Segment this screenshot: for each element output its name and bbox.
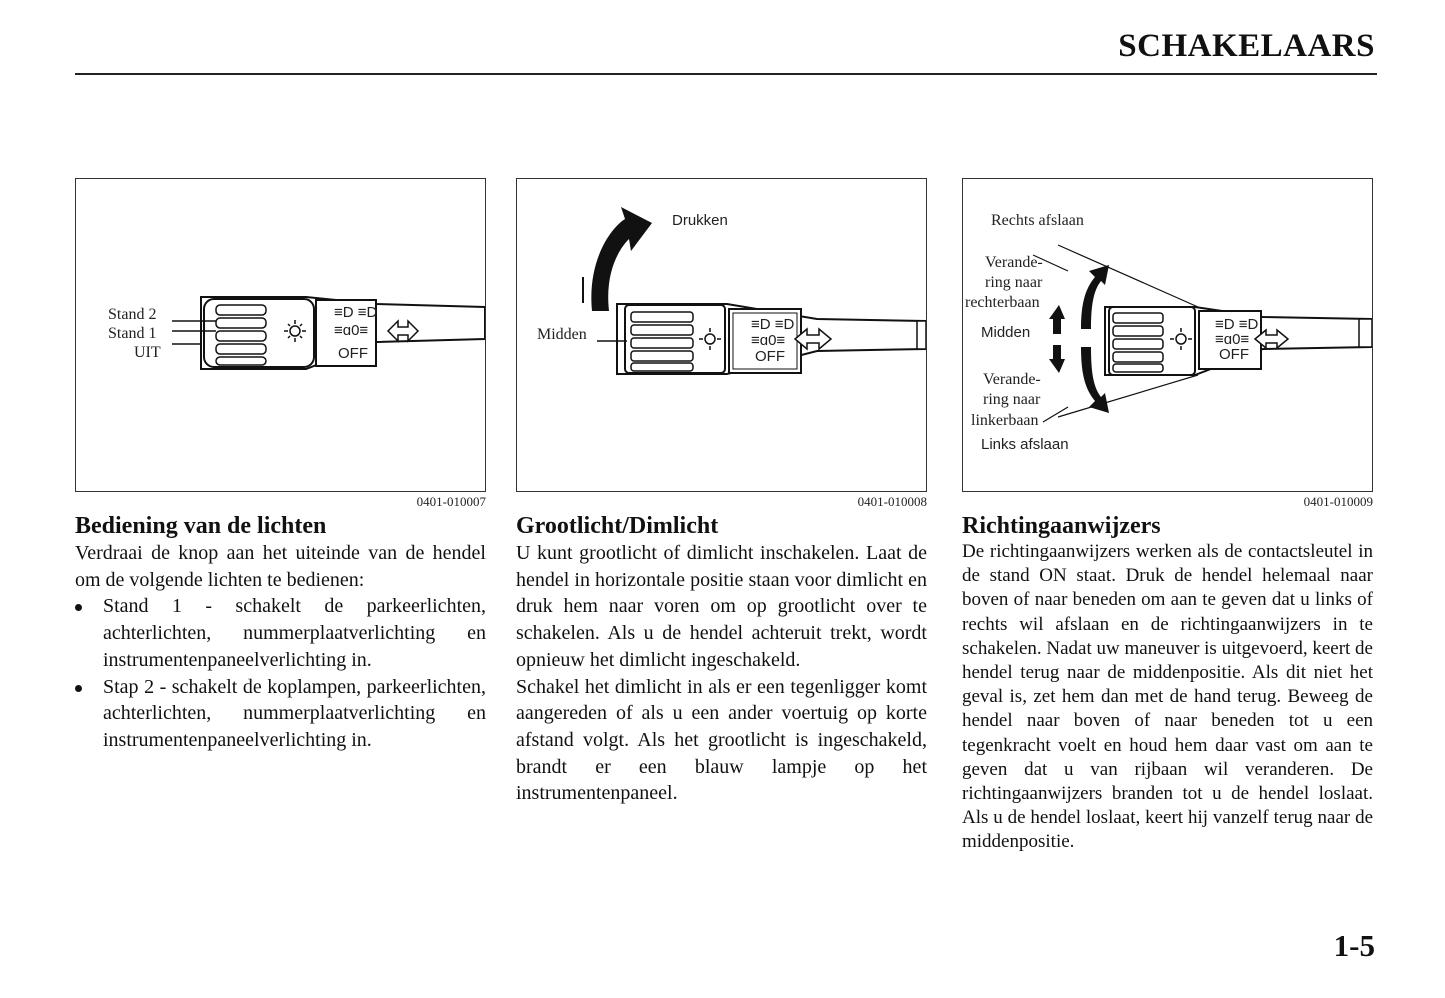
figure-code: 0401-010009 (1303, 494, 1373, 509)
label-verandering-rechts: ring naar (985, 274, 1043, 291)
label-verandering-rechts: rechterbaan (965, 294, 1040, 311)
label-rechts-afslaan: Rechts afslaan (991, 212, 1084, 229)
beam-switch-illustration (517, 179, 926, 491)
figure-light-switch (75, 178, 486, 492)
label-links-afslaan: Links afslaan (981, 436, 1069, 453)
label-midden: Midden (981, 324, 1031, 341)
svg-text:≡D ≡D: ≡D ≡D (751, 316, 795, 333)
light-switch-illustration (76, 179, 485, 491)
header-rule (75, 73, 1377, 75)
bullet-list (75, 593, 486, 753)
label-stand-2: Stand 2 (108, 306, 157, 323)
off-label: OFF (1219, 346, 1249, 363)
label-verandering-links: linkerbaan (971, 412, 1039, 429)
page-number: 1-5 (1333, 928, 1375, 963)
label-midden: Midden (537, 326, 587, 343)
svg-text:≡ɑ0≡: ≡ɑ0≡ (1215, 331, 1250, 348)
svg-text:≡D ≡D: ≡D ≡D (334, 304, 378, 321)
label-uit: UIT (134, 344, 161, 361)
section-paragraph: Schakel het dimlicht in als er een tegenligger komt aangereden of als u een ander voertuig op korte afstand volgt. Als het grootlicht is ingeschakeld, brandt er een blauw lampje op het instrumentenpaneel. (516, 675, 927, 805)
section-paragraph: U kunt grootlicht of dimlicht inschakelen. Laat de hendel in horizontale positie staan voor dimlicht en druk hem naar voren om op grootlicht over te schakelen. Als u de hendel achteruit trekt, wordt opnieuw het dimlicht ingeschakeld. (516, 542, 927, 671)
bullet-icon (75, 604, 82, 611)
figure-beam-switch (516, 178, 927, 492)
section-heading: Richtingaanwijzers (962, 513, 1161, 539)
off-label: OFF (755, 348, 785, 365)
section-heading: Bediening van de lichten (75, 513, 327, 539)
list-item (75, 674, 486, 754)
label-verandering-links: Verande- (983, 371, 1041, 388)
label-stand-1: Stand 1 (108, 325, 157, 342)
section-intro: Verdraai de knop aan het uiteinde van de hendel om de volgende lichten te bedienen: (75, 542, 486, 591)
figure-code: 0401-010007 (416, 494, 486, 509)
label-drukken: Drukken (672, 212, 728, 229)
list-item-text: Stand 1 - schakelt de parkeerlichten, achterlichten, nummerplaatverlichting en instrumentenpaneelverlichting in. (103, 595, 486, 671)
label-verandering-rechts: Verande- (985, 254, 1043, 271)
section-heading: Grootlicht/Dimlicht (516, 513, 719, 539)
section-turn-signals (962, 178, 1373, 855)
off-label: OFF (338, 345, 368, 362)
svg-text:≡D ≡D: ≡D ≡D (1215, 316, 1259, 333)
svg-text:≡ɑ0≡: ≡ɑ0≡ (334, 322, 369, 339)
svg-text:≡ɑ0≡: ≡ɑ0≡ (751, 332, 786, 349)
figure-code: 0401-010008 (857, 494, 927, 509)
bullet-icon (75, 685, 82, 692)
section-paragraph: De richtingaanwijzers werken als de contactsleutel in de stand ON staat. Druk de hendel helemaal naar boven of naar beneden om aan te geven dat u links of rechts wil afslaan en de richtingaanwijzers in te schakelen. Nadat uw maneuver is uitgevoerd, keert de hendel terug naar de middenpositie. Als dit niet het geval is, zet hem dan met de hand terug. Beweeg de hendel naar boven of naar beneden tot u een tegenkracht voelt en houd hem daar vast om aan te geven dat u van rijbaan wil veranderen. De richtingaanwijzers branden tot u de hendel loslaat. Als u de hendel loslaat, keert hij vanzelf terug naar de middenpositie. (962, 541, 1373, 853)
label-verandering-links: ring naar (983, 391, 1041, 408)
section-lights (75, 178, 486, 754)
figure-turn-signal-switch (962, 178, 1373, 492)
list-item-text: Stap 2 - schakelt de koplampen, parkeerlichten, achterlichten, nummerplaatverlichting en instrumentenpaneelverlichting in. (103, 675, 486, 751)
page-header-title: SCHAKELAARS (1118, 28, 1375, 64)
list-item (75, 593, 486, 673)
section-beam (516, 178, 927, 807)
turn-signal-illustration (963, 179, 1372, 491)
